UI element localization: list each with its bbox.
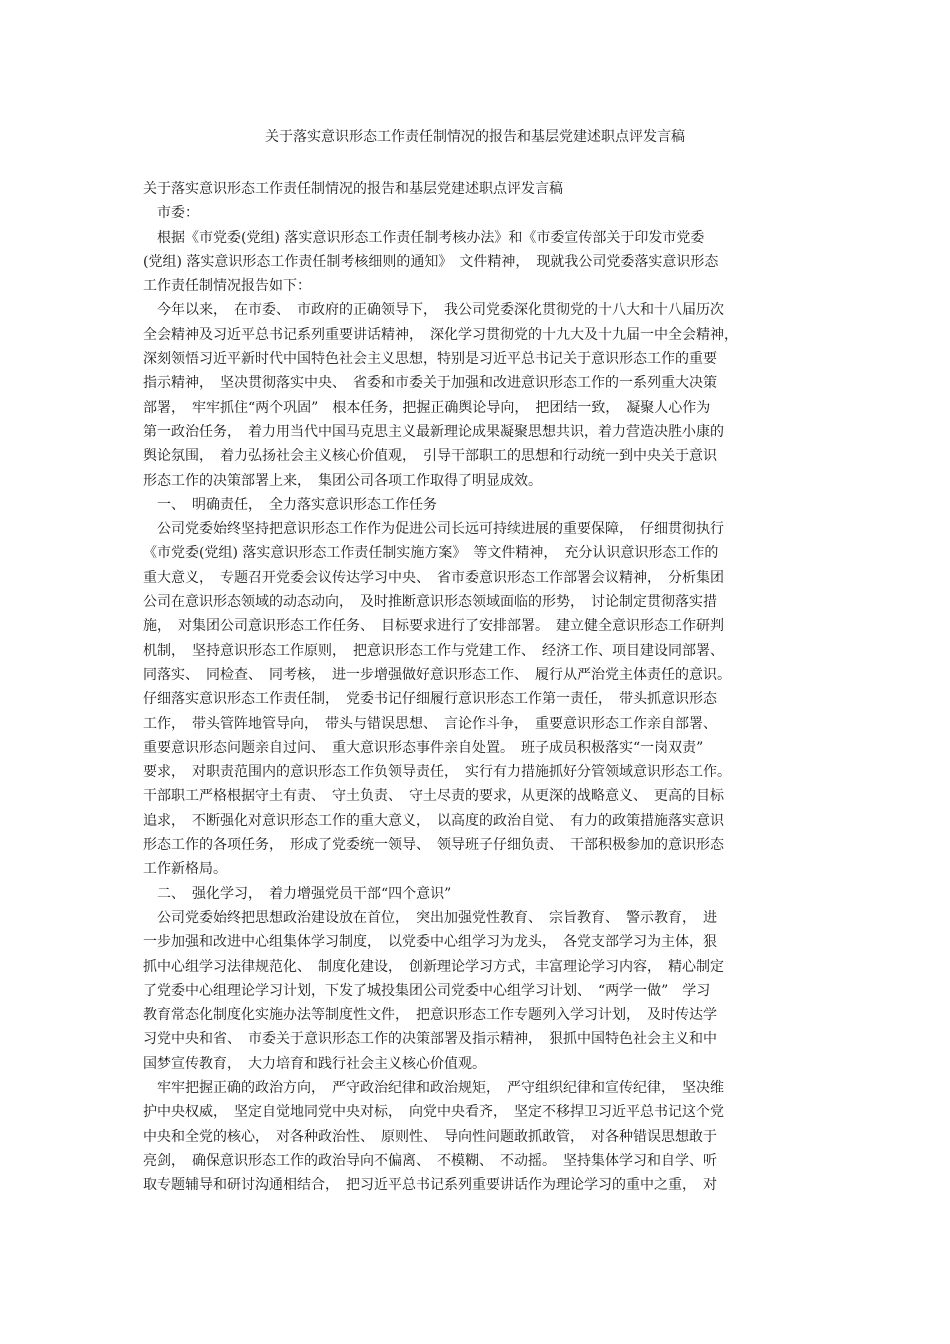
body-line: 施， 对集团公司意识形态工作任务、 目标要求进行了安排部署。 建立健全意识形态工作研判 (143, 618, 724, 635)
body-line: 公司党委始终把思想政治建设放在首位， 突出加强党性教育、 宗旨教育、 警示教育， 进 (143, 909, 717, 926)
body-line: 公司党委始终坚持把意识形态工作作为促进公司长远可持续进展的重要保障， 仔细贯彻执行 (143, 521, 724, 538)
body-line: 工作责任制情况报告如下： (143, 278, 311, 295)
body-line: 中央和全党的核心， 对各种政治性、 原则性、 导向性问题敢抓敢管， 对各种错误思想敢于 (143, 1128, 717, 1145)
body-line: 形态工作的决策部署上来， 集团公司各项工作取得了明显成效。 (143, 472, 542, 489)
body-line: 教育常态化制度化实施办法等制度性文件， 把意识形态工作专题列入学习计划， 及时传达学 (143, 1007, 717, 1024)
body-line: 机制， 坚持意识形态工作原则， 把意识形态工作与党建工作、 经济工作、项目建设同部署、 (143, 642, 724, 659)
body-line: 工作新格局。 (143, 861, 227, 878)
body-line: 重大意义， 专题召开党委会议传达学习中央、 省市委意识形态工作部署会议精神， 分析集团 (143, 569, 724, 586)
body-line: 护中央权威， 坚定自觉地同党中央对标， 向党中央看齐， 坚定不移捍卫习近平总书记这个党 (143, 1104, 724, 1121)
body-line: 仔细落实意识形态工作责任制， 党委书记仔细履行意识形态工作第一责任， 带头抓意识形态 (143, 691, 717, 708)
body-line: 深刻领悟习近平新时代中国特色社会主义思想，特别是习近平总书记关于意识形态工作的重要 (143, 351, 717, 368)
body-line: 了党委中心组理论学习计划，下发了城投集团公司党委中心组学习计划、 “两学一做” 学习 (143, 982, 711, 999)
body-line: 第一政治任务， 着力用当代中国马克思主义最新理论成果凝聚思想共识，着力营造决胜小康的 (143, 423, 724, 440)
body-line: 全会精神及习近平总书记系列重要讲话精神， 深化学习贯彻党的十九大及十九届一中全会精神， (143, 326, 738, 343)
body-line: 公司在意识形态领域的动态动向， 及时推断意识形态领域面临的形势， 讨论制定贯彻落实措 (143, 594, 717, 611)
body-line: 干部职工严格根据守土有责、 守土负责、 守土尽责的要求，从更深的战略意义、 更高的目标 (143, 788, 724, 805)
body-line: 指示精神， 坚决贯彻落实中央、 省委和市委关于加强和改进意识形态工作的一系列重大决策 (143, 375, 717, 392)
body-line: 根据《市党委(党组) 落实意识形态工作责任制考核办法》和《市委宣传部关于印发市党委 (143, 229, 705, 246)
body-line: 重要意识形态问题亲自过问、 重大意识形态事件亲自处置。 班子成员积极落实“一岗双责” (143, 739, 704, 756)
document-body (143, 177, 813, 1197)
body-line: 二、 强化学习， 着力增强党员干部“四个意识” (143, 885, 452, 902)
body-line: 追求， 不断强化对意识形态工作的重大意义， 以高度的政治自觉、 有力的政策措施落实意识 (143, 812, 724, 829)
document-title: 关于落实意识形态工作责任制情况的报告和基层党建述职点评发言稿 (265, 129, 685, 145)
body-line: 形态工作的各项任务， 形成了党委统一领导、 领导班子仔细负责、 干部积极参加的意识形态 (143, 837, 724, 854)
body-line: 市委： (143, 205, 199, 222)
body-line: 抓中心组学习法律规范化、 制度化建设， 创新理论学习方式，丰富理论学习内容， 精心制定 (143, 958, 724, 975)
body-line: (党组) 落实意识形态工作责任制考核细则的通知》 文件精神， 现就我公司党委落实意识形态 (143, 253, 719, 270)
body-line: 同落实、 同检查、 同考核， 进一步增强做好意识形态工作、 履行从严治党主体责任的意识。 (143, 666, 731, 683)
body-line: 关于落实意识形态工作责任制情况的报告和基层党建述职点评发言稿 (143, 181, 563, 197)
body-line: 一、 明确责任， 全力落实意识形态工作任务 (143, 496, 437, 513)
body-line: 舆论氛围， 着力弘扬社会主义核心价值观， 引导干部职工的思想和行动统一到中央关于意识 (143, 448, 717, 465)
body-line: 亮剑， 确保意识形态工作的政治导向不偏离、 不模糊、 不动摇。 坚持集体学习和自学、听 (143, 1152, 717, 1169)
body-line: 取专题辅导和研讨沟通相结合， 把习近平总书记系列重要讲话作为理论学习的重中之重， 对 (143, 1177, 717, 1194)
body-line: 牢牢把握正确的政治方向， 严守政治纪律和政治规矩， 严守组织纪律和宣传纪律， 坚决维 (143, 1079, 724, 1096)
body-line: 部署， 牢牢抓住“两个巩固” 根本任务，把握正确舆论导向， 把团结一致， 凝聚人心作为 (143, 399, 711, 416)
body-line: 国梦宣传教育， 大力培育和践行社会主义核心价值观。 (143, 1055, 486, 1072)
body-line: 今年以来， 在市委、 市政府的正确领导下， 我公司党委深化贯彻党的十八大和十八届历次 (143, 302, 724, 319)
body-line: 习党中央和省、 市委关于意识形态工作的决策部署及指示精神， 狠抓中国特色社会主义和中 (143, 1031, 717, 1048)
body-line: 一步加强和改进中心组集体学习制度， 以党委中心组学习为龙头， 各党支部学习为主体，狠 (143, 934, 717, 951)
body-line: 要求， 对职责范围内的意识形态工作负领导责任， 实行有力措施抓好分管领域意识形态工作。 (143, 764, 731, 781)
body-line: 《市党委(党组) 落实意识形态工作责任制实施方案》 等文件精神， 充分认识意识形态工作的 (143, 545, 719, 562)
body-line: 工作， 带头管阵地管导向， 带头与错误思想、 言论作斗争， 重要意识形态工作亲自部署、 (143, 715, 717, 732)
